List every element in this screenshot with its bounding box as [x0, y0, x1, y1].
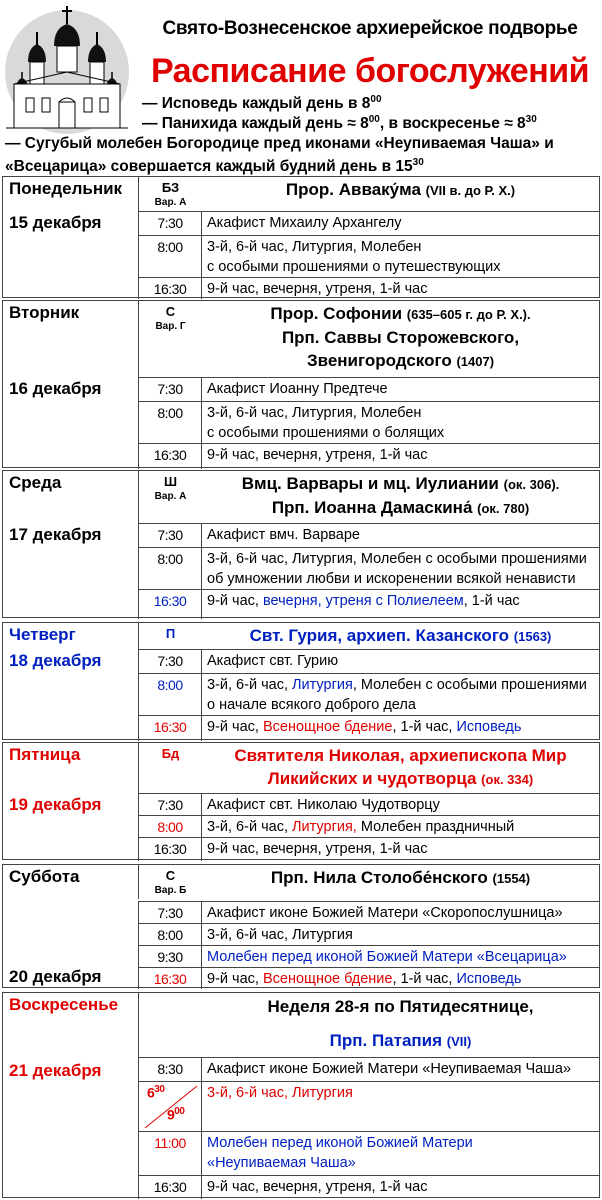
schedule-row: 8:00 3-й, 6-й час, Литургия, Молебен праздничный — [138, 815, 599, 838]
day-date: 16 декабря — [9, 379, 102, 398]
schedule-row: 7:30 Акафист вмч. Варваре — [138, 523, 599, 548]
day-code-empty — [138, 993, 202, 1057]
day-name: Четверг — [9, 625, 76, 644]
schedule-row: 16:30 9-й час, вечерня, утреня с Полиелеем, 1-й час — [138, 589, 599, 619]
notice-moleben: — Сугубый молебен Богородице пред иконами «Неупиваемая Чаша» и «Всецарица» совершается каждый будний день в $15^{30}$ — [5, 135, 554, 176]
schedule-row: 7:30 Акафист Иоанну Предтече — [138, 377, 599, 402]
notice-confession: — Исповедь каждый день в $8^{00}$ — [142, 94, 382, 113]
feast-title: Прор. Авваку́ма (VII в. до Р. Х.) — [285, 180, 516, 199]
notice-panikhida: — Панихида каждый день ≈ $8^{00}$, в воскресенье ≈ $8^{30}$ — [142, 114, 537, 133]
schedule-row: 8:00 3-й, 6-й час, Литургия — [138, 923, 599, 946]
day-name: Понедельник — [9, 179, 123, 198]
page-title: Расписание богослужений — [150, 52, 590, 90]
schedule-row: 11:00 Молебен перед иконой Божией Матери «Неупиваемая Чаша» — [138, 1131, 599, 1176]
feast-title: Прп. Нила Столобе́нского (1554) — [270, 868, 531, 887]
day-block-sunday — [2, 992, 600, 1198]
day-block-thursday — [2, 622, 600, 740]
schedule-row: $6^{30}$ $9^{00}$ 3-й, 6-й час, Литургия — [138, 1081, 599, 1132]
day-name: Воскресенье — [9, 995, 119, 1014]
day-code: Бд — [138, 743, 202, 793]
feast-title: Неделя 28-я по Пятидесятнице, Прп. Патапия (VII) — [267, 997, 534, 1050]
schedule-row: 8:00 3-й, 6-й час, Литургия, Молебен с особыми прошениями о болящих — [138, 401, 599, 444]
schedule-row: 7:30 Акафист свт. Николаю Чудотворцу — [138, 793, 599, 816]
feast-title: Прор. Софонии (635–605 г. до Р. Х.). Прп. Саввы Сторожевского, Звенигородского (1407) — [270, 304, 531, 370]
schedule-row: 8:30 Акафист иконе Божией Матери «Неупиваемая Чаша» — [138, 1057, 599, 1082]
schedule-row: 8:00 3-й, 6-й час, Литургия, Молебен с особыми прошениями о начале всякого доброго дела — [138, 673, 599, 716]
schedule-row: 8:00 3-й, 6-й час, Литургия, Молебен с особыми прошениями о путешествующих — [138, 235, 599, 278]
schedule-row: 7:30 Акафист свт. Гурию — [138, 649, 599, 674]
schedule-row: 16:30 9-й час, вечерня, утреня, 1-й час — [138, 277, 599, 299]
schedule-row: 8:00 3-й, 6-й час, Литургия, Молебен с особыми прошениями об умножении любви и искоренении всякой ненависти — [138, 547, 599, 590]
day-block-wednesday — [2, 470, 600, 618]
organization-name: Свято-Вознесенское архиерейское подворье — [162, 18, 578, 39]
day-date: 18 декабря — [9, 651, 102, 670]
day-code: С Вар. Г — [138, 301, 202, 377]
day-name: Среда — [9, 473, 62, 492]
day-name: Суббота — [9, 867, 80, 886]
day-block-saturday — [2, 864, 600, 988]
church-logo-icon — [4, 2, 130, 146]
schedule-row: 7:30 Акафист иконе Божией Матери «Скоропослушница» — [138, 901, 599, 924]
day-block-friday — [2, 742, 600, 860]
day-name: Вторник — [9, 303, 80, 322]
day-code: БЗ Вар. А — [138, 177, 202, 211]
schedule-row: 16:30 9-й час, Всенощное бдение, 1-й час, Исповедь — [138, 967, 599, 989]
schedule-row: 16:30 9-й час, вечерня, утреня, 1-й час — [138, 1175, 599, 1199]
day-name: Пятница — [9, 745, 81, 764]
day-date: 15 декабря — [9, 213, 102, 232]
day-block-monday — [2, 176, 600, 298]
day-date: 19 декабря — [9, 795, 102, 814]
schedule-row: 16:30 9-й час, Всенощное бдение, 1-й час, Исповедь — [138, 715, 599, 741]
day-code: Ш Вар. А — [138, 471, 202, 523]
day-code: С Вар. Б — [138, 865, 202, 899]
day-date: 21 декабря — [9, 1061, 102, 1080]
schedule-row: 7:30 Акафист Михаилу Архангелу — [138, 211, 599, 236]
feast-title: Святителя Николая, архиепископа Мир Ликийских и чудотворца (ок. 334) — [234, 746, 567, 788]
day-date: 17 декабря — [9, 525, 102, 544]
feast-title: Свт. Гурия, архиеп. Казанского (1563) — [249, 626, 552, 645]
day-block-tuesday — [2, 300, 600, 468]
header — [0, 0, 602, 176]
day-code: П — [138, 623, 202, 649]
schedule-row: 16:30 9-й час, вечерня, утреня, 1-й час — [138, 443, 599, 469]
day-date: 20 декабря — [9, 967, 102, 986]
schedule-row: 16:30 9-й час, вечерня, утреня, 1-й час — [138, 837, 599, 861]
schedule-row: 9:30 Молебен перед иконой Божией Матери «Всецарица» — [138, 945, 599, 968]
feast-title: Вмц. Варвары и мц. Иулиании (ок. 306). Прп. Иоанна Дамаскина́ (ок. 780) — [241, 474, 560, 517]
